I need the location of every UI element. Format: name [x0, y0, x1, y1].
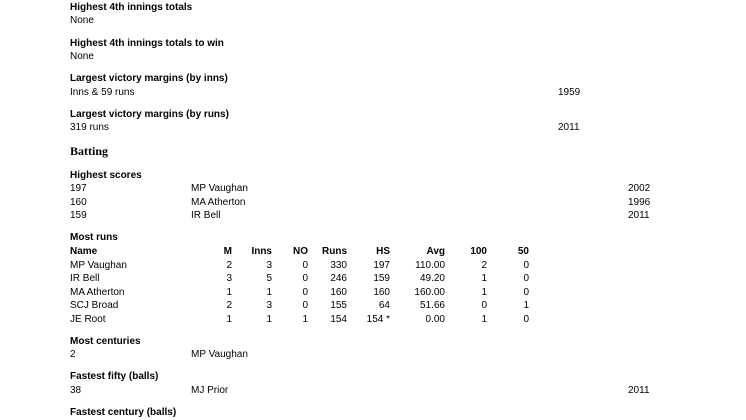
cell-fifties: 0 [523, 273, 529, 284]
most-runs-heading: Most runs [70, 232, 118, 243]
cell-runs: 154 [330, 313, 347, 325]
highest-score-value: 159 [70, 210, 87, 221]
cell-runs: 160 [330, 286, 347, 298]
cell-high-score: 197 [373, 259, 390, 271]
col-name-header: Name [70, 246, 98, 257]
cell-average: 160.00 [414, 286, 445, 298]
col-matches-header: M [223, 246, 232, 257]
highest-score-year: 1996 [628, 197, 651, 208]
cell-fifties: 1 [523, 300, 529, 311]
cell-runs: 155 [330, 300, 347, 311]
fastest-fifty-value: 38 [70, 385, 82, 396]
col-not-outs-header: NO [293, 246, 308, 257]
highest-score-player: MP Vaughan [191, 183, 248, 194]
highest-score-value: 160 [70, 197, 87, 208]
cell-innings: 1 [266, 286, 272, 298]
cell-runs: 246 [330, 273, 347, 284]
col-fifties-header: 50 [517, 246, 529, 257]
cell-hundreds: 1 [481, 313, 487, 325]
cell-innings: 1 [266, 313, 272, 325]
largest-margin-runs-value: 319 runs [70, 122, 109, 133]
cell-matches: 1 [226, 313, 232, 325]
cell-fifties: 0 [523, 259, 529, 271]
cell-high-score: 160 [373, 286, 390, 298]
table-row [70, 286, 529, 300]
highest-scores-heading: Highest scores [70, 170, 142, 181]
largest-margin-inns-value: Inns & 59 runs [70, 87, 135, 98]
cell-name: SCJ Broad [70, 300, 119, 311]
col-average-header: Avg [426, 246, 445, 257]
most-runs-header-row [70, 245, 529, 259]
largest-margin-inns-year: 1959 [558, 87, 581, 98]
cell-not-outs: 0 [302, 273, 308, 284]
col-innings-header: Inns [251, 246, 272, 257]
cell-matches: 1 [226, 286, 232, 298]
cell-average: 0.00 [425, 313, 445, 325]
fastest-fifty-year: 2011 [628, 385, 650, 396]
cell-name: MP Vaughan [70, 259, 127, 271]
fastest-century-heading: Fastest century (balls) [70, 407, 177, 418]
most-centuries-player: MP Vaughan [191, 349, 248, 360]
cell-high-score: 159 [373, 273, 390, 284]
col-runs-header: Runs [322, 246, 347, 257]
col-high-score-header: HS [376, 246, 390, 257]
cell-matches: 2 [226, 300, 232, 311]
highest-score-player: IR Bell [191, 210, 221, 221]
cell-hundreds: 0 [481, 300, 487, 311]
cell-innings: 3 [266, 259, 272, 271]
largest-margin-runs-heading: Largest victory margins (by runs) [70, 109, 229, 120]
highest-4th-innings-win-heading: Highest 4th innings totals to win [70, 38, 224, 49]
fastest-fifty-player: MJ Prior [191, 385, 229, 396]
cell-not-outs: 0 [302, 259, 308, 271]
table-row [70, 313, 529, 327]
cell-name: MA Atherton [70, 286, 125, 298]
most-runs-table [70, 245, 529, 326]
cell-average: 110.00 [415, 259, 445, 271]
cell-high-score: 154 * [366, 313, 390, 325]
cell-average: 49.20 [419, 273, 445, 284]
most-centuries-heading: Most centuries [70, 336, 141, 347]
table-row [70, 299, 529, 313]
cell-hundreds: 1 [481, 273, 487, 284]
cell-runs: 330 [330, 259, 347, 271]
cell-fifties: 0 [523, 286, 529, 298]
highest-4th-innings-value: None [70, 15, 94, 26]
highest-score-value: 197 [70, 183, 87, 194]
cell-not-outs: 0 [302, 300, 308, 311]
cell-matches: 3 [226, 273, 232, 284]
highest-4th-innings-win-value: None [70, 51, 94, 62]
cell-high-score: 64 [378, 300, 390, 311]
cell-average: 51.66 [419, 300, 445, 311]
highest-score-year: 2011 [628, 210, 650, 221]
cell-not-outs: 1 [302, 313, 308, 325]
col-hundreds-header: 100 [470, 246, 487, 257]
cell-not-outs: 0 [302, 286, 308, 298]
largest-margin-runs-year: 2011 [558, 122, 580, 133]
cell-name: JE Root [70, 313, 106, 325]
most-centuries-value: 2 [70, 349, 76, 360]
cell-innings: 3 [266, 300, 272, 311]
table-row [70, 272, 529, 286]
table-row [70, 259, 529, 273]
cell-hundreds: 2 [481, 259, 487, 271]
largest-margin-inns-heading: Largest victory margins (by inns) [70, 73, 228, 84]
batting-section-title: Batting [70, 144, 109, 158]
highest-score-year: 2002 [628, 183, 651, 194]
cell-innings: 5 [266, 273, 272, 284]
highest-4th-innings-heading: Highest 4th innings totals [70, 2, 193, 13]
cell-matches: 2 [226, 259, 232, 271]
highest-score-player: MA Atherton [191, 197, 246, 208]
cell-name: IR Bell [70, 273, 100, 284]
fastest-fifty-heading: Fastest fifty (balls) [70, 371, 159, 382]
cell-hundreds: 1 [481, 286, 487, 298]
cell-fifties: 0 [523, 313, 529, 325]
